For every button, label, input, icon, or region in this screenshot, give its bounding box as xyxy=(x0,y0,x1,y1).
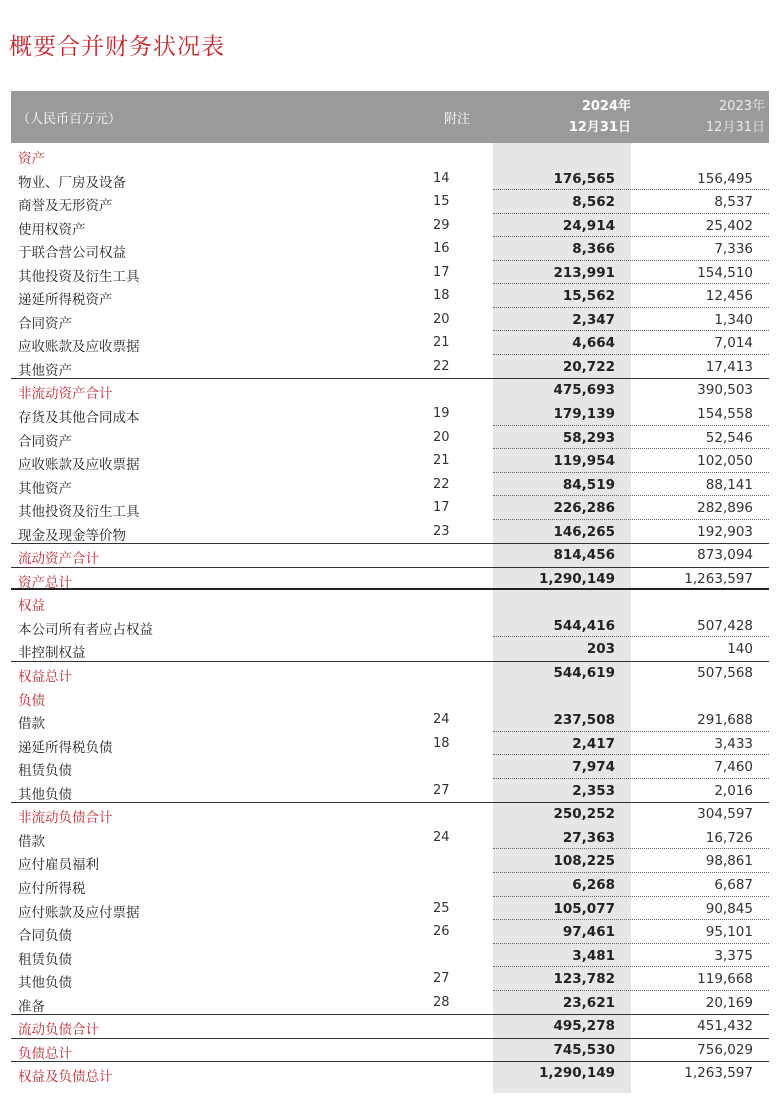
row-label: 租赁负债 xyxy=(18,763,72,780)
row-note-ref: 25 xyxy=(433,900,450,916)
row-label: 合同资产 xyxy=(18,433,72,450)
row-label: 权益及负债总计 xyxy=(18,1069,113,1086)
value-2023: 154,510 xyxy=(697,264,753,281)
prior-date-label: 12月31日 xyxy=(705,120,765,135)
value-2023: 6,687 xyxy=(714,876,753,893)
value-2024: 226,286 xyxy=(553,500,615,517)
row-label: 非流动负债合计 xyxy=(18,810,113,827)
table-row xyxy=(11,261,769,285)
row-label: 应收账款及应收票据 xyxy=(18,457,140,474)
row-label: 应付雇员福利 xyxy=(18,857,99,874)
row-label: 物业、厂房及设备 xyxy=(18,174,126,191)
value-2023: 95,101 xyxy=(705,924,753,941)
row-note-ref: 18 xyxy=(433,288,450,304)
value-2023: 88,141 xyxy=(705,476,753,493)
table-row xyxy=(11,614,769,638)
row-note-ref: 22 xyxy=(433,476,450,492)
value-2023: 3,433 xyxy=(714,735,753,752)
row-note-ref: 27 xyxy=(433,782,450,798)
table-row xyxy=(11,873,769,897)
row-note-ref: 23 xyxy=(433,523,450,539)
row-label: 其他资产 xyxy=(18,480,72,497)
value-2024: 4,664 xyxy=(572,335,615,352)
value-2024: 20,722 xyxy=(562,358,615,375)
subtotal-row xyxy=(11,567,769,591)
value-2024: 58,293 xyxy=(562,429,615,446)
unit-label: （人民币百万元） xyxy=(17,112,122,127)
table-header xyxy=(11,91,769,143)
table-row xyxy=(11,991,769,1015)
row-label: 负债 xyxy=(18,692,45,709)
table-row xyxy=(11,732,769,756)
table-row xyxy=(11,779,769,803)
row-note-ref: 17 xyxy=(433,264,450,280)
value-2023: 7,336 xyxy=(714,241,753,258)
subtotal-row xyxy=(11,543,769,567)
row-note-ref: 14 xyxy=(433,170,450,186)
row-note-ref: 22 xyxy=(433,358,450,374)
table-row xyxy=(11,426,769,450)
value-2024: 179,139 xyxy=(553,406,615,423)
value-2023: 8,537 xyxy=(714,194,753,211)
value-2023: 16,726 xyxy=(705,829,753,846)
row-label: 权益总计 xyxy=(18,669,72,686)
table-row xyxy=(11,849,769,873)
value-2024: 237,508 xyxy=(553,712,615,729)
value-2023: 2,016 xyxy=(714,782,753,799)
row-label: 负债总计 xyxy=(18,1045,72,1062)
row-label: 商誉及无形资产 xyxy=(18,198,113,215)
row-label: 于联合营公司权益 xyxy=(18,245,126,262)
value-2023: 1,340 xyxy=(714,311,753,328)
row-note-ref: 24 xyxy=(433,712,450,728)
row-note-ref: 26 xyxy=(433,924,450,940)
value-2023: 507,428 xyxy=(697,617,753,634)
value-2024: 814,456 xyxy=(553,547,615,564)
row-label: 应收账款及应收票据 xyxy=(18,339,140,356)
value-2023: 282,896 xyxy=(697,500,753,517)
row-note-ref: 15 xyxy=(433,194,450,210)
row-note-ref: 21 xyxy=(433,335,450,351)
row-note-ref: 29 xyxy=(433,217,450,233)
table-row xyxy=(11,190,769,214)
subtotal-row xyxy=(11,1014,769,1038)
row-note-ref: 19 xyxy=(433,406,450,422)
row-label: 借款 xyxy=(18,716,45,733)
value-2023: 154,558 xyxy=(697,406,753,423)
subtotal-row xyxy=(11,378,769,402)
table-row xyxy=(11,167,769,191)
current-date-label: 12月31日 xyxy=(568,120,631,135)
value-2023: 507,568 xyxy=(697,665,753,682)
value-2023: 451,432 xyxy=(697,1018,753,1035)
table-row xyxy=(11,331,769,355)
subtotal-row xyxy=(11,1061,769,1085)
value-2023: 20,169 xyxy=(705,994,753,1011)
table-row xyxy=(11,897,769,921)
value-2023: 17,413 xyxy=(705,358,753,375)
value-2023: 304,597 xyxy=(697,806,753,823)
row-note-ref: 27 xyxy=(433,971,450,987)
row-label: 流动资产合计 xyxy=(18,551,99,568)
row-label: 准备 xyxy=(18,998,45,1015)
row-label: 现金及现金等价物 xyxy=(18,527,126,544)
row-label: 合同负债 xyxy=(18,928,72,945)
row-note-ref: 17 xyxy=(433,500,450,516)
value-2024: 84,519 xyxy=(562,476,615,493)
value-2023: 7,460 xyxy=(714,759,753,776)
row-label: 资产总计 xyxy=(18,574,72,591)
value-2024: 1,290,149 xyxy=(538,570,615,587)
value-2024: 213,991 xyxy=(553,264,615,281)
value-2023: 119,668 xyxy=(697,971,753,988)
note-column-header: 附注 xyxy=(444,112,471,127)
table-row xyxy=(11,755,769,779)
row-label: 其他投资及衍生工具 xyxy=(18,504,140,521)
statement-table-body xyxy=(11,143,769,1085)
subtotal-row xyxy=(11,802,769,826)
prior-year-label: 2023年 xyxy=(718,99,765,114)
value-2023: 1,263,597 xyxy=(684,1065,753,1082)
row-label: 递延所得税负债 xyxy=(18,739,113,756)
row-note-ref: 24 xyxy=(433,829,450,845)
table-row xyxy=(11,237,769,261)
table-row xyxy=(11,637,769,661)
value-2023: 873,094 xyxy=(697,547,753,564)
value-2023: 102,050 xyxy=(697,453,753,470)
value-2024: 495,278 xyxy=(553,1018,615,1035)
row-label: 合同资产 xyxy=(18,315,72,332)
row-label: 非流动资产合计 xyxy=(18,386,113,403)
value-2023: 291,688 xyxy=(697,712,753,729)
table-row xyxy=(11,920,769,944)
value-2023: 12,456 xyxy=(705,288,753,305)
value-2023: 52,546 xyxy=(705,429,753,446)
row-note-ref: 16 xyxy=(433,241,450,257)
row-label: 存货及其他合同成本 xyxy=(18,410,140,427)
row-label: 本公司所有者应占权益 xyxy=(18,621,153,638)
row-note-ref: 18 xyxy=(433,735,450,751)
row-label: 借款 xyxy=(18,833,45,850)
section-header-row xyxy=(11,143,769,167)
value-2024: 2,347 xyxy=(572,311,615,328)
page-title: 概要合并财务状况表 xyxy=(9,34,225,60)
value-2023: 156,495 xyxy=(697,170,753,187)
row-note-ref: 21 xyxy=(433,453,450,469)
row-note-ref: 28 xyxy=(433,994,450,1010)
table-row xyxy=(11,967,769,991)
row-note-ref: 20 xyxy=(433,311,450,327)
value-2024: 7,974 xyxy=(572,759,615,776)
row-label: 其他投资及衍生工具 xyxy=(18,268,140,285)
table-row xyxy=(11,355,769,379)
value-2023: 98,861 xyxy=(705,853,753,870)
value-2024: 23,621 xyxy=(562,994,615,1011)
table-row xyxy=(11,496,769,520)
value-2024: 27,363 xyxy=(562,829,615,846)
table-row xyxy=(11,520,769,544)
value-2024: 250,252 xyxy=(553,806,615,823)
value-2024: 8,562 xyxy=(572,194,615,211)
table-row xyxy=(11,214,769,238)
section-header-row xyxy=(11,685,769,709)
row-label: 应付所得税 xyxy=(18,880,86,897)
row-label: 非控制权益 xyxy=(18,645,86,662)
value-2023: 7,014 xyxy=(714,335,753,352)
value-2023: 390,503 xyxy=(697,382,753,399)
table-row xyxy=(11,449,769,473)
table-row xyxy=(11,708,769,732)
table-row xyxy=(11,402,769,426)
table-row xyxy=(11,473,769,497)
value-2024: 97,461 xyxy=(562,924,615,941)
table-row xyxy=(11,308,769,332)
value-2023: 3,375 xyxy=(714,947,753,964)
row-label: 资产 xyxy=(18,151,45,167)
value-2023: 140 xyxy=(727,641,753,658)
value-2024: 105,077 xyxy=(553,900,615,917)
value-2024: 6,268 xyxy=(572,876,615,893)
value-2024: 15,562 xyxy=(562,288,615,305)
table-row xyxy=(11,944,769,968)
value-2024: 119,954 xyxy=(553,453,615,470)
value-2024: 24,914 xyxy=(562,217,615,234)
value-2024: 1,290,149 xyxy=(538,1065,615,1082)
value-2023: 192,903 xyxy=(697,523,753,540)
subtotal-row xyxy=(11,661,769,685)
row-label: 应付账款及应付票据 xyxy=(18,904,140,921)
value-2024: 203 xyxy=(586,641,615,658)
value-2024: 2,353 xyxy=(572,782,615,799)
value-2024: 176,565 xyxy=(553,170,615,187)
table-row xyxy=(11,826,769,850)
prior-year-column-header xyxy=(631,96,765,138)
row-label: 使用权资产 xyxy=(18,221,86,238)
row-label: 其他负债 xyxy=(18,786,72,803)
value-2023: 25,402 xyxy=(705,217,753,234)
current-year-label: 2024年 xyxy=(581,99,631,114)
value-2024: 745,530 xyxy=(553,1041,615,1058)
value-2024: 475,693 xyxy=(553,382,615,399)
value-2024: 146,265 xyxy=(553,523,615,540)
value-2024: 544,619 xyxy=(553,665,615,682)
value-2023: 90,845 xyxy=(705,900,753,917)
table-row xyxy=(11,284,769,308)
value-2023: 756,029 xyxy=(697,1041,753,1058)
row-label: 其他资产 xyxy=(18,362,72,379)
row-label: 租赁负债 xyxy=(18,951,72,968)
value-2024: 2,417 xyxy=(572,735,615,752)
current-year-column-header xyxy=(493,96,631,138)
value-2023: 1,263,597 xyxy=(684,570,753,587)
row-note-ref: 20 xyxy=(433,429,450,445)
value-2024: 108,225 xyxy=(553,853,615,870)
row-label: 权益 xyxy=(18,598,45,615)
row-label: 递延所得税资产 xyxy=(18,292,113,309)
value-2024: 544,416 xyxy=(553,617,615,634)
row-label: 其他负债 xyxy=(18,975,72,992)
subtotal-row xyxy=(11,1038,769,1062)
value-2024: 3,481 xyxy=(572,947,615,964)
row-label: 流动负债合计 xyxy=(18,1022,99,1039)
section-header-row xyxy=(11,590,769,614)
value-2024: 8,366 xyxy=(572,241,615,258)
value-2024: 123,782 xyxy=(553,971,615,988)
